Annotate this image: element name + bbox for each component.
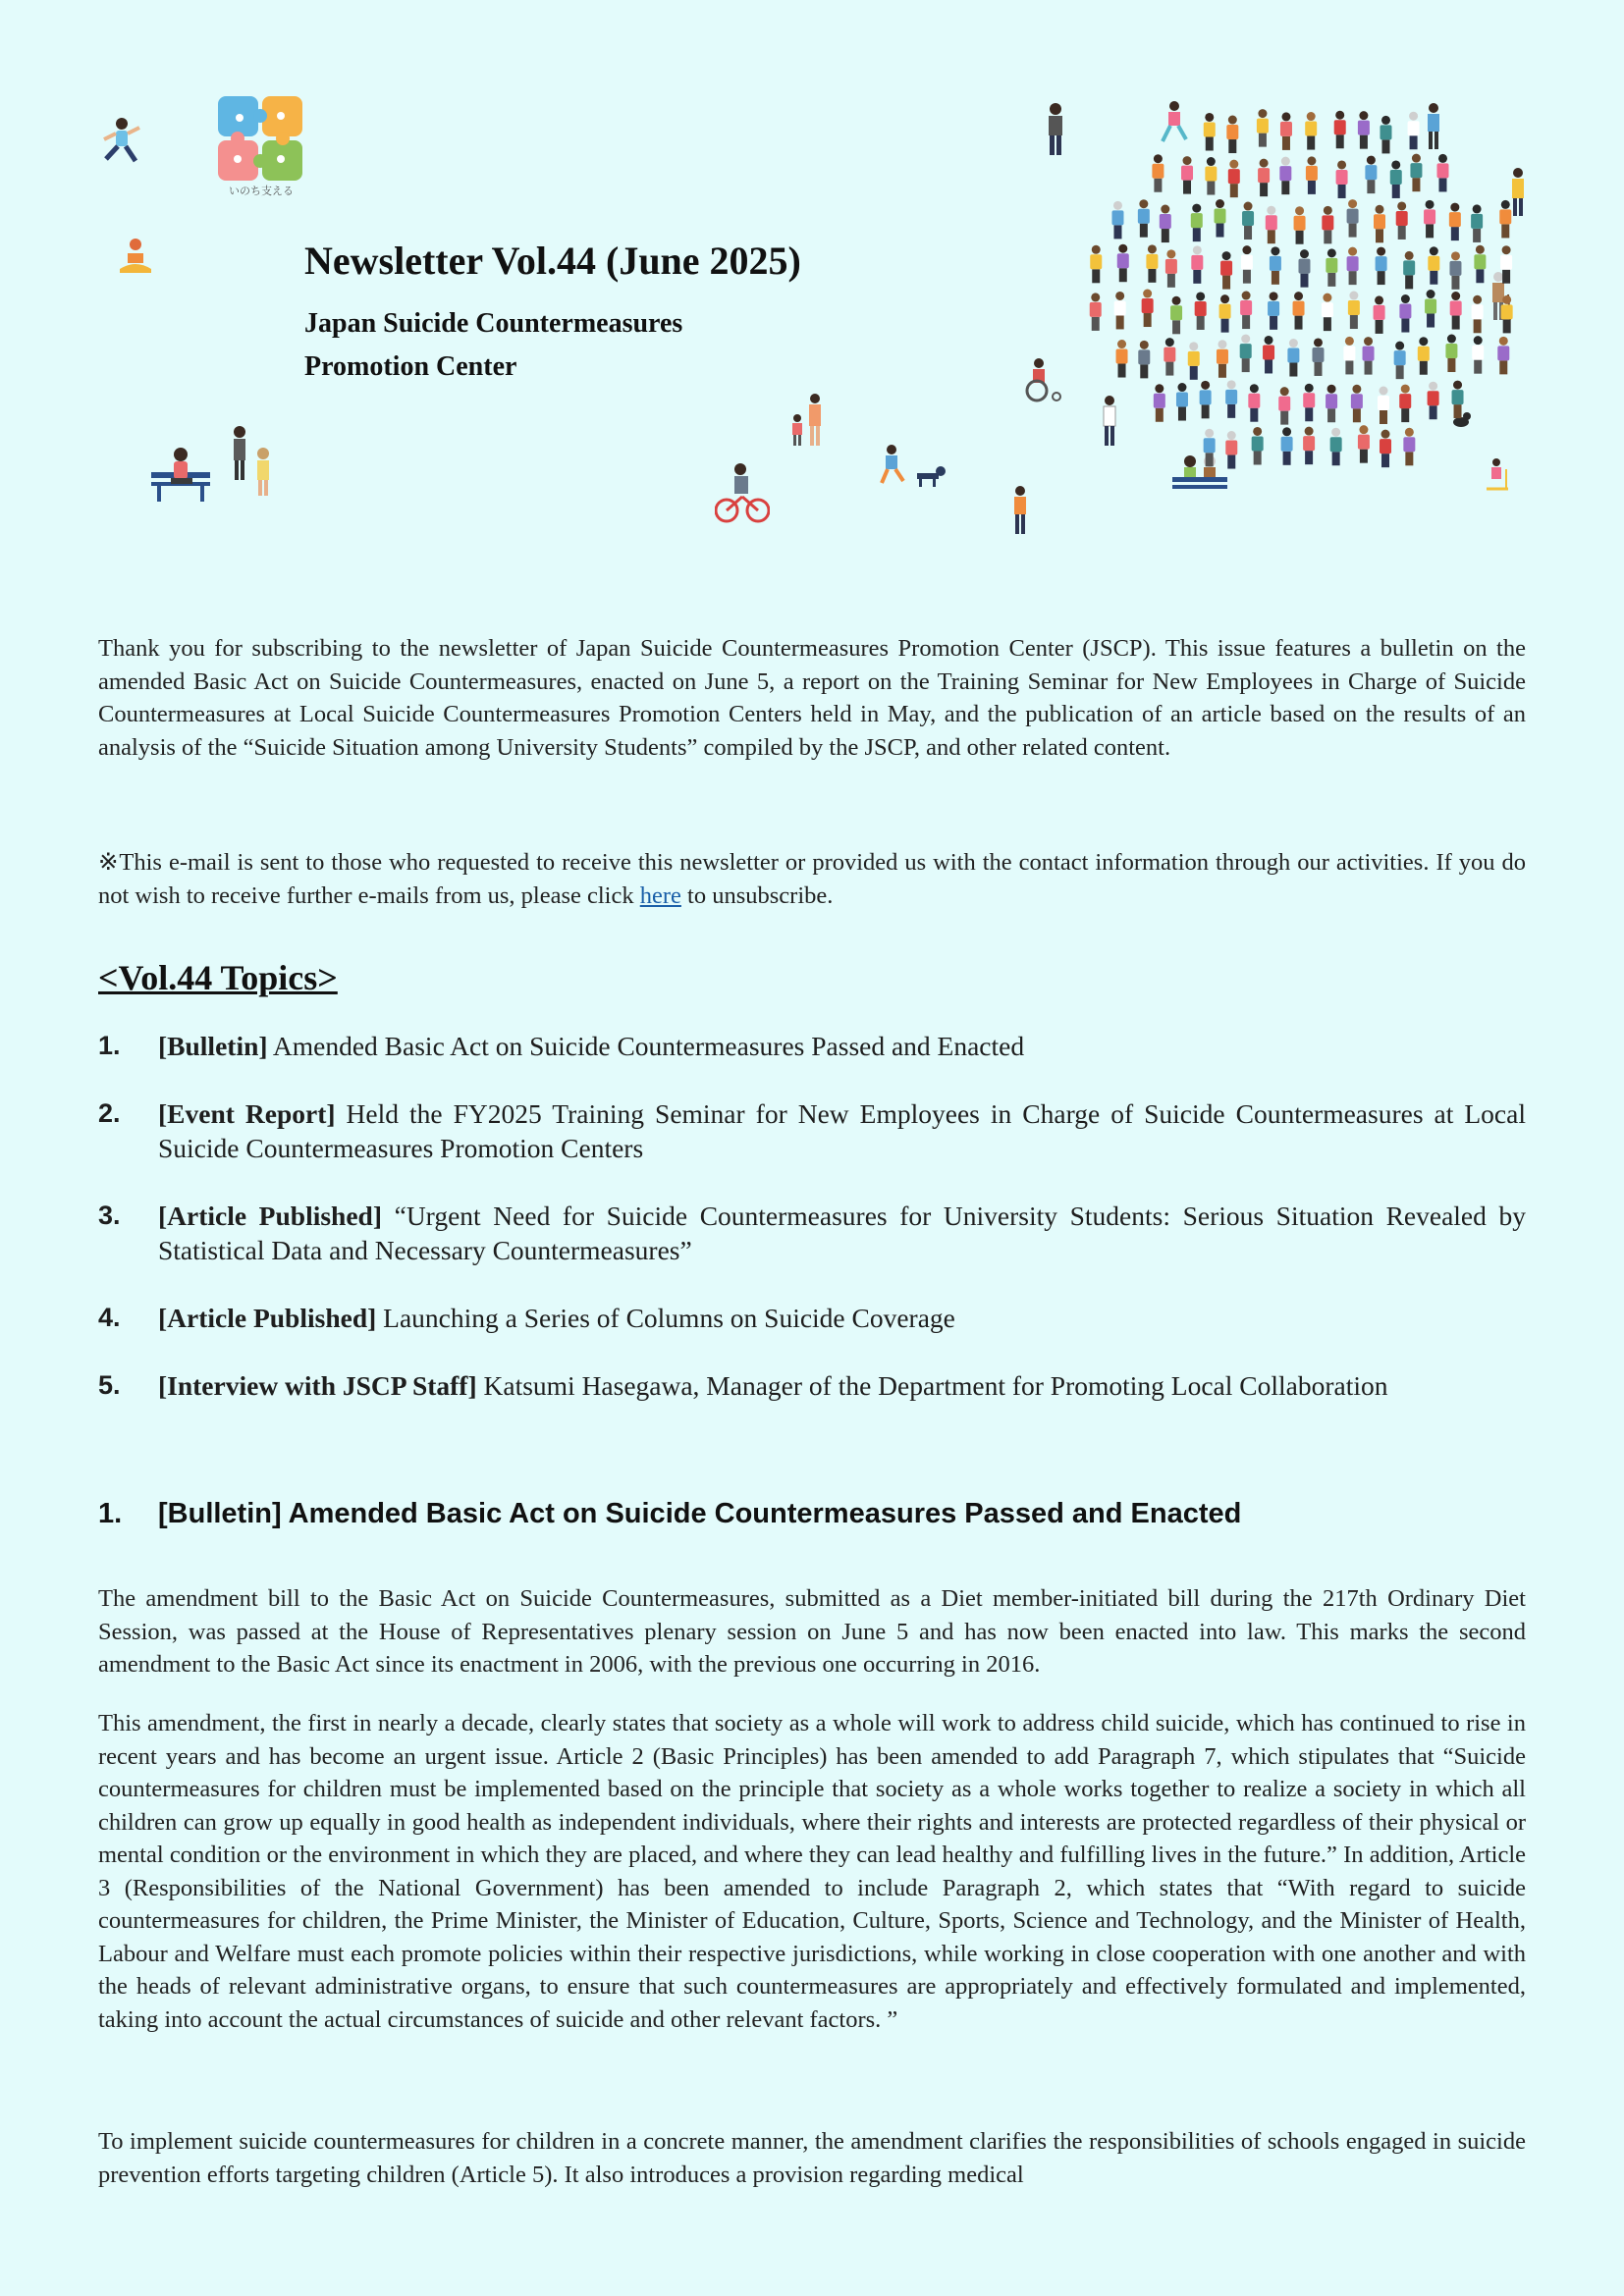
crowd-person: [1343, 337, 1355, 375]
crowd-person: [1111, 201, 1123, 240]
crowd-person: [1090, 245, 1102, 284]
crowd-person: [1146, 244, 1158, 283]
crowd-person: [1298, 249, 1310, 287]
crowd-person: [1358, 111, 1370, 149]
crowd-person: [1322, 206, 1333, 244]
crowd-person: [1154, 384, 1165, 422]
crowd-person: [1358, 425, 1370, 463]
crowd-person: [1436, 154, 1448, 192]
crowd-person: [1499, 200, 1511, 239]
crowd-person: [1500, 245, 1512, 284]
jogger-illustration: [96, 116, 147, 167]
crowd-person: [1396, 201, 1408, 240]
crowd-person: [1279, 157, 1291, 195]
crowd-person: [1399, 385, 1411, 423]
crowd-person: [1322, 294, 1333, 332]
crowd-person: [1326, 248, 1337, 287]
topic-tag: [Article Published]: [158, 1201, 383, 1231]
crowd-person: [1117, 244, 1129, 283]
crowd-person: [1428, 382, 1439, 420]
crowd-person: [1225, 380, 1237, 418]
crowd-illustration: [1070, 93, 1551, 515]
crowd-person: [1263, 336, 1274, 374]
crowd-person: [1195, 292, 1207, 330]
crowd-person: [1114, 292, 1126, 330]
notice-text: ※This e-mail is sent to those who requested to receive this newsletter or provided us with the contact information through our activities. If you do not wish to receive further e-mails from us, please click: [98, 849, 1526, 909]
crowd-person: [1347, 199, 1359, 238]
crowd-person: [1348, 292, 1360, 330]
topic-tag: [Bulletin]: [158, 1031, 268, 1061]
crowd-person: [1303, 427, 1315, 465]
cyclist-illustration: [715, 461, 770, 524]
crowd-person: [1452, 381, 1464, 419]
topics-heading: <Vol.44 Topics>: [98, 958, 338, 997]
crowd-person: [1403, 428, 1415, 466]
logo-caption: いのち支える: [229, 185, 294, 197]
crowd-person: [1293, 292, 1305, 330]
section-title: [Bulletin] Amended Basic Act on Suicide Countermeasures Passed and Enacted: [158, 1498, 1242, 1529]
crowd-person: [1374, 205, 1385, 243]
crowd-person: [1160, 205, 1171, 243]
crowd-person: [1390, 160, 1402, 198]
crowd-person: [1418, 337, 1430, 375]
topic-text: Launching a Series of Columns on Suicide Coverage: [376, 1303, 955, 1333]
crowd-person: [1200, 381, 1212, 419]
parent-child-illustration: [787, 393, 829, 448]
crowd-person: [1215, 199, 1226, 237]
crowd-person: [1449, 203, 1461, 241]
crowd-person: [1220, 251, 1232, 290]
standing-couple-illustration: [228, 424, 277, 501]
crowd-person: [1425, 290, 1436, 328]
crowd-person: [1312, 338, 1324, 376]
crowd-person: [1471, 204, 1483, 242]
meditating-person-illustration: [116, 236, 155, 275]
crowd-person: [1252, 427, 1264, 465]
topic-number: 1.: [98, 1031, 121, 1060]
topic-text: Held the FY2025 Training Seminar for New Employees in Charge of Suicide Countermeasures at Local Suicide Countermeasures Promotion Centers: [158, 1098, 1526, 1163]
crowd-person: [1170, 296, 1182, 335]
crowd-person: [1188, 342, 1200, 380]
topic-number: 3.: [98, 1201, 121, 1230]
crowd-person: [1226, 116, 1238, 154]
topic-item-1[interactable]: [98, 1029, 1526, 1063]
crowd-person: [1204, 429, 1216, 467]
crowd-person: [1330, 428, 1342, 466]
crowd-person: [1474, 245, 1486, 283]
child-standing-illustration: [1009, 485, 1031, 536]
crowd-person: [1394, 342, 1406, 380]
topic-text: “Urgent Need for Suicide Countermeasures for University Students: Serious Situation Revealed by Statistical Data and Necessary Countermeasures”: [158, 1201, 1526, 1265]
crowd-person: [1378, 386, 1389, 424]
crowd-person: [1334, 111, 1346, 149]
crowd-person: [1347, 247, 1359, 286]
organization-name-line2: Promotion Center: [304, 351, 517, 382]
crowd-person: [1258, 159, 1270, 197]
crowd-person: [1116, 340, 1128, 378]
crowd-person: [1268, 292, 1279, 330]
organization-name: [304, 302, 815, 389]
crowd-person: [1164, 338, 1175, 376]
crowd-person: [1142, 290, 1154, 328]
crowd-person: [1403, 251, 1415, 290]
topic-text: Amended Basic Act on Suicide Countermeasures Passed and Enacted: [267, 1031, 1025, 1061]
organization-name-line1: Japan Suicide Countermeasures: [304, 308, 683, 339]
topic-item-5[interactable]: [98, 1368, 1526, 1403]
bench-reader-illustration: [149, 447, 218, 506]
crowd-person: [1303, 384, 1315, 422]
topic-text: Katsumi Hasegawa, Manager of the Department for Promoting Local Collaboration: [476, 1370, 1388, 1401]
crowd-person: [1374, 295, 1385, 334]
topic-tag: [Interview with JSCP Staff]: [158, 1370, 477, 1401]
person-with-dog-illustration: [878, 444, 947, 489]
crowd-person: [1380, 116, 1391, 153]
topic-number: 2.: [98, 1098, 121, 1128]
crowd-person: [1138, 341, 1150, 379]
crowd-person: [1228, 160, 1240, 198]
notice-text-end: to unsubscribe.: [680, 881, 834, 909]
crowd-person: [1191, 204, 1203, 242]
crowd-person: [1380, 430, 1391, 468]
crowd-person: [1204, 113, 1216, 151]
crowd-person: [1408, 112, 1420, 150]
crowd-person: [1399, 294, 1411, 333]
crowd-person: [1219, 294, 1231, 333]
crowd-person: [1176, 383, 1188, 421]
crowd-person: [1472, 295, 1484, 334]
crowd-person: [1266, 206, 1277, 244]
crowd-person: [1363, 337, 1375, 375]
unsubscribe-notice: [98, 846, 1526, 912]
walking-person-illustration: [1043, 102, 1068, 157]
crowd-person: [1501, 295, 1513, 334]
crowd-person: [1240, 292, 1252, 330]
crowd-person: [1326, 385, 1337, 423]
crowd-person: [1305, 112, 1317, 150]
crowd-person: [1497, 337, 1509, 375]
crowd-person: [1165, 249, 1177, 288]
crowd-person: [1280, 112, 1292, 150]
topic-tag: [Event Report]: [158, 1098, 336, 1129]
section-1-paragraph-3: To implement suicide countermeasures for children in a concrete manner, the amendment clarifies the responsibilities of schools engaged in suicide prevention efforts targeting children (Article 5). It also introduces a provision regarding medical: [98, 2128, 1526, 2188]
crowd-person: [1248, 384, 1260, 422]
crowd-person: [1152, 154, 1164, 192]
crowd-person: [1287, 339, 1299, 377]
crowd-person: [1270, 246, 1281, 285]
crowd-person: [1376, 247, 1387, 286]
crowd-person: [1225, 431, 1237, 469]
crowd-person: [1472, 336, 1484, 374]
crowd-person: [1278, 387, 1290, 425]
crowd-person: [1242, 202, 1254, 240]
topic-number: 4.: [98, 1303, 121, 1332]
topic-item-4[interactable]: [98, 1301, 1526, 1335]
crowd-person: [1281, 427, 1293, 465]
section-1-heading: [98, 1498, 1241, 1530]
crowd-person: [1351, 385, 1363, 423]
intro-paragraph: Thank you for subscribing to the newsletter of Japan Suicide Countermeasures Promotion Center (JSCP). This issue features a bulletin on the amended Basic Act on Suicide Countermeasures, enacted on June 5, a report on the Training Seminar for New Employees in Charge of Suicide Countermeasures at Local Suicide Countermeasures Promotion Centers held in May, and the publication of an article based on the results of an analysis of the “Suicide Situation among University Students” compiled by the JSCP, and other related content.: [98, 635, 1526, 761]
crowd-person: [1336, 160, 1348, 198]
section-1-paragraph-1: The amendment bill to the Basic Act on Suicide Countermeasures, submitted as a Diet member-initiated bill during the 217th Ordinary Diet Session, was passed at the House of Representatives plenary session on June 5 and has now been enacted into law. This marks the second amendment to the Basic Act since its enactment in 2006, with the previous one occurring in 2016.: [98, 1585, 1526, 1678]
crowd-person: [1257, 109, 1269, 147]
crowd-person: [1424, 200, 1435, 239]
crowd-person: [1138, 199, 1150, 238]
topic-item-2[interactable]: [98, 1096, 1526, 1165]
crowd-person: [1306, 156, 1318, 194]
wheelchair-user-illustration: [1021, 357, 1064, 402]
crowd-person: [1449, 251, 1461, 290]
crowd-person: [1205, 157, 1217, 195]
crowd-person: [1191, 245, 1203, 283]
section-1-paragraph-2: This amendment, the first in nearly a decade, clearly states that society as a whole will work to address child suicide, which has continued to rise in recent years and has become an urgent issue. Article 2 (Basic Principles) has been amended to add Paragraph 7, which stipulates that “Suicide countermeasures for children must be implemented based on the principle that society as a whole works together to realize a society in which all children can grow up equally in good health as independent individuals, where their rights and interests are protected regardless of their physical or mental condition or the environment in which they are placed, and where they can lead healthy and fulfilling lives in the future.” In addition, Article 3 (Responsibilities of the National Government) has been amended to include Paragraph 2, which states that “With regard to suicide countermeasures for children, the Prime Minister, the Minister of Education, Culture, Sports, Science and Technology, and the Minister of Health, Labour and Welfare must each promote policies within their respective jurisdictions, while working in close cooperation with one another and with the heads of relevant administrative organs, to ensure that such countermeasures are appropriately and effectively formulated and implemented, taking into account the actual circumstances of suicide and other relevant factors. ”: [98, 1710, 1526, 2033]
topics-list: [98, 1029, 1526, 1436]
section-number: 1.: [98, 1498, 123, 1529]
crowd-person: [1217, 340, 1228, 378]
crowd-person: [1428, 246, 1439, 285]
topic-tag: [Article Published]: [158, 1303, 377, 1333]
crowd-person: [1365, 156, 1377, 194]
crowd-person: [1445, 335, 1457, 373]
crowd-person: [1090, 293, 1102, 331]
crowd-person: [1240, 335, 1252, 373]
jscp-puzzle-logo: [218, 96, 302, 181]
crowd-person: [1294, 206, 1306, 244]
newsletter-title: Newsletter Vol.44 (June 2025): [304, 239, 801, 283]
crowd-person: [1181, 156, 1193, 194]
topic-number: 5.: [98, 1370, 121, 1400]
crowd-person: [1450, 292, 1462, 330]
topic-item-3[interactable]: [98, 1199, 1526, 1267]
unsubscribe-link[interactable]: here: [639, 881, 681, 909]
crowd-person: [1241, 245, 1253, 284]
crowd-person: [1410, 154, 1422, 192]
